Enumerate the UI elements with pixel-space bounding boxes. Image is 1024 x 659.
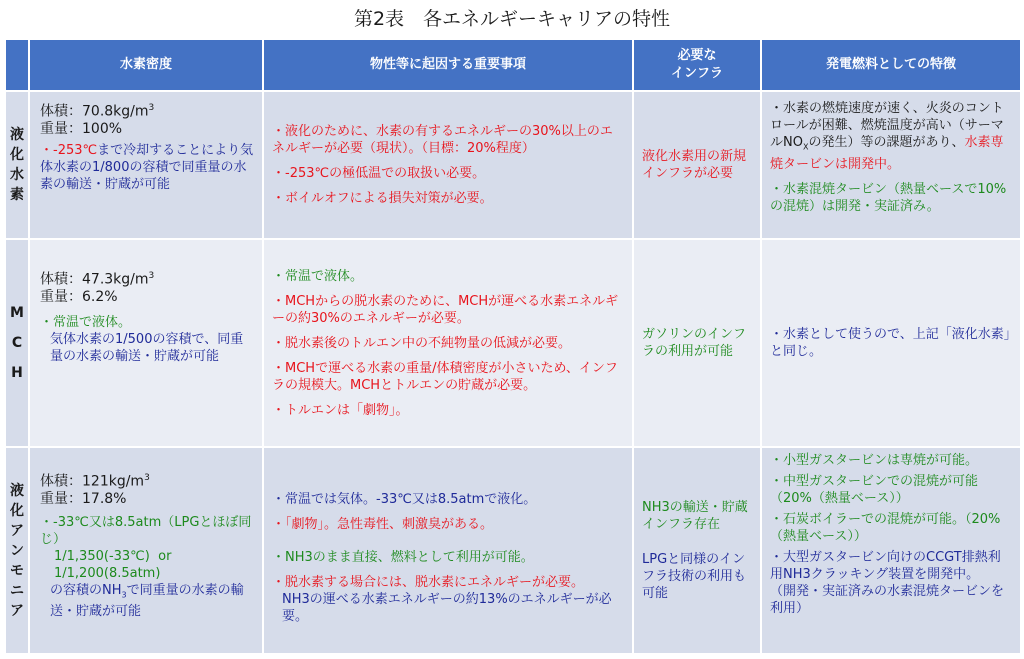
issue-mch-2: ・MCHからの脱水素のために、MCHが運べる水素エネルギーの約30%のエネルギーが必要。 [272, 293, 619, 326]
infra-cell-nh3 [633, 447, 761, 654]
col-header-infra [633, 39, 761, 91]
weight-mch: 重量：6.2% [40, 288, 118, 305]
fuel-cell-mch: ・水素として使うので、上記「液化水素」と同じ。 [761, 239, 1021, 447]
fuel-lh2-a: ・水素の燃焼速度が速く、火炎のコントロールが困難、燃焼温度が高い（サーマル$NO_X$の発生）等の課題があり、水素専焼タービンは開発中。 [770, 101, 1004, 172]
weight-nh3: 重量：17.8% [40, 490, 127, 507]
table-row-lh2 [5, 91, 1021, 239]
fuel-nh3-4: ・大型ガスタービン向けのCCGT排熱利用NH3クラッキング装置を開発中。 [770, 550, 1001, 582]
infra-nh3-b: LPGと同様のインフラ技術の利用も可能 [642, 552, 747, 601]
issue-nh3-3: ・NH3のまま直接、燃料として利用が可能。 [272, 549, 534, 565]
issues-cell-mch [263, 239, 633, 447]
note-nh3-or: or [158, 548, 172, 564]
infra-cell-mch: ガソリンのインフラの利用が可能 [633, 239, 761, 447]
issue-lh2-2: ・-253℃の極低温での取扱い必要。 [272, 166, 486, 181]
infra-cell-lh2: 液化水素用の新規インフラが必要 [633, 91, 761, 239]
row-header-mch [5, 239, 29, 447]
density-cell-nh3 [29, 447, 263, 654]
fuel-nh3-3: ・石炭ボイラーでの混焼が可能。（20%（熱量ベース）） [770, 512, 1001, 544]
volume-lh2: 体積：$70.8kg/m^3$ [40, 103, 155, 120]
issue-mch-4: ・MCHで運べる水素の重量/体積密度が小さいため、インフラの規模大。MCHとトルエンの貯蔵が必要。 [272, 360, 618, 393]
corner-cell [5, 39, 29, 91]
issue-mch-5: ・トルエンは「劇物」。 [272, 402, 409, 418]
issue-lh2-3: ・ボイルオフによる損失対策が必要。 [272, 191, 493, 206]
issues-cell-lh2 [263, 91, 633, 239]
issue-nh3-2: ・「劇物」。急性毒性、刺激臭がある。 [272, 516, 494, 532]
col-header-density: 水素密度 [29, 39, 263, 91]
table-row-mch [5, 239, 1021, 447]
note-mch: 気体水素の1/500の容積で、同重量の水素の輸送・貯蔵が可能 [50, 331, 244, 364]
row-header-nh3 [5, 447, 29, 654]
row-name-mch: MCH [10, 305, 24, 381]
issue-nh3-4: ・脱水素する場合には、脱水素にエネルギーが必要。 [272, 574, 585, 590]
fuel-nh3-5: （開発・実証済みの水素混焼タービンを利用） [770, 584, 1005, 616]
table-row-nh3 [5, 447, 1021, 654]
infra-header-line1: 必要な [677, 48, 717, 63]
volume-nh3: 体積：$121kg/m^3$ [40, 473, 150, 490]
fuel-cell-nh3 [761, 447, 1021, 654]
note-mch-green: ・常温で液体。 [40, 314, 132, 330]
note-nh3-3: 1/1,350(-33℃) or [54, 548, 172, 564]
infra-header-line2: インフラ [670, 66, 723, 81]
note-nh3-4: 1/1,200(8.5atm) [54, 565, 161, 581]
issue-lh2-1: ・液化のために、水素の有するエネルギーの30%以上のエネルギーが必要（現状）。（目標：20%程度） [272, 124, 613, 156]
issue-nh3-1: ・常温では気体。-33℃又は8.5atmで液化。 [272, 491, 537, 507]
note-nh3-5: の容積の$NH_3$で同重量の水素の輸送・貯蔵が可能 [50, 582, 244, 620]
density-cell-lh2 [29, 91, 263, 239]
header-row [5, 39, 1021, 91]
density-cell-mch [29, 239, 263, 447]
weight-lh2: 重量：100% [40, 120, 123, 137]
fuel-nh3-2: ・中型ガスタービンでの混焼が可能（20%（熱量ベース）） [770, 474, 979, 506]
row-header-lh2 [5, 91, 29, 239]
note-nh3-1: ・-33℃又は8.5atm（LPGとほぼ同じ） [40, 514, 252, 547]
fuel-nh3-1: ・小型ガスタービンは専焼が可能。 [770, 453, 979, 468]
volume-mch: 体積：$47.3kg/m^3$ [40, 271, 155, 288]
table-title: 第2表 各エネルギーキャリアの特性 [353, 8, 671, 30]
fuel-cell-lh2 [761, 91, 1021, 239]
row-name-lh2: 液化水素 [10, 127, 24, 203]
issue-nh3-5: NH3の運べる水素エネルギーの約13%のエネルギーが必要。 [282, 591, 612, 624]
issues-cell-nh3 [263, 447, 633, 654]
fuel-lh2-b: ・水素混焼タービン（熱量ベースで10%の混焼）は開発・実証済み。 [770, 181, 1007, 214]
energy-carrier-table [4, 38, 1022, 655]
issue-mch-3: ・脱水素後のトルエン中の不純物量の低減が必要。 [272, 335, 572, 351]
col-header-fuel: 発電燃料としての特徴 [761, 39, 1021, 91]
infra-nh3-a: NH3の輸送・貯蔵インフラ存在 [642, 500, 748, 532]
col-header-issues: 物性等に起因する重要事項 [263, 39, 633, 91]
issue-mch-1: ・常温で液体。 [272, 268, 364, 284]
note-lh2: ・-253℃まで冷却することにより気体水素の1/800の容積で同重量の水素の輸送・貯蔵が可能 [40, 142, 254, 192]
row-name-nh3: 液化アンモニア [10, 482, 24, 619]
